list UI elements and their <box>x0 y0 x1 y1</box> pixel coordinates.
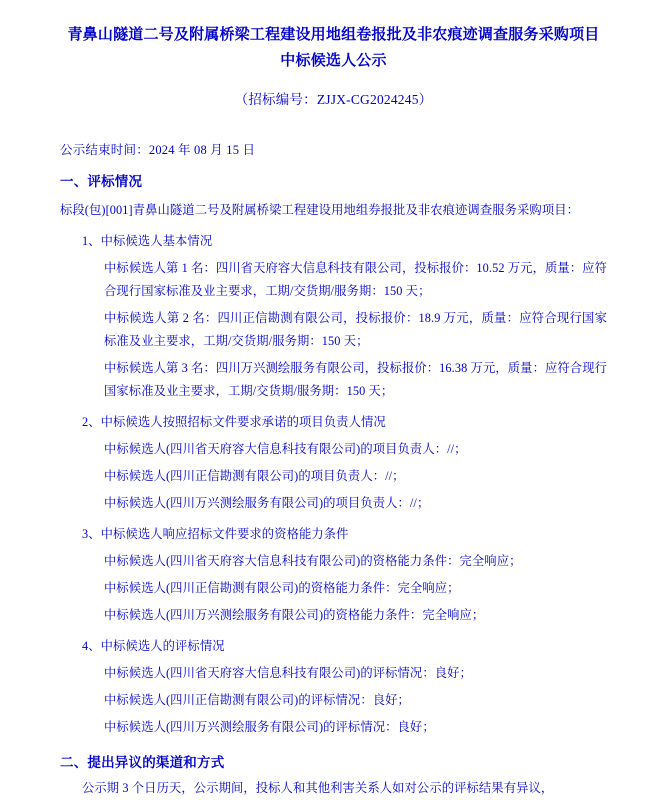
project-manager-3: 中标候选人(四川万兴测绘服务有限公司)的项目负责人：//； <box>104 496 430 510</box>
subsection-heading-basic-info: 1、中标候选人基本情况 <box>82 234 213 248</box>
candidate-3: 中标候选人第 3 名：四川万兴测绘服务有限公司，投标报价：16.38 万元，质量：应符合现行国家标准及业主要求，工期/交货期/服务期：150 天； <box>104 361 607 398</box>
page-title: 青鼻山隧道二号及附属桥梁工程建设用地组卷报批及非农痕迹调查服务采购项目中标候选人公示 <box>67 27 600 69</box>
candidate-1: 中标候选人第 1 名：四川省天府容大信息科技有限公司，投标报价：10.52 万元，质量：应符合现行国家标准及业主要求，工期/交货期/服务期：150 天； <box>104 261 607 298</box>
publish-end-time: 公示结束时间：2024 年 08 月 15 日 <box>60 143 256 157</box>
evaluation-result-3: 中标候选人(四川万兴测绘服务有限公司)的评标情况：良好； <box>104 720 435 734</box>
qualification-3: 中标候选人(四川万兴测绘服务有限公司)的资格能力条件：完全响应； <box>104 608 485 622</box>
lot-description: 标段(包)[001]青鼻山隧道二号及附属桥梁工程建设用地组券报批及非农痕迹调查服务采购项目： <box>60 203 580 217</box>
project-manager-1: 中标候选人(四川省天府容大信息科技有限公司)的项目负责人：//； <box>104 442 467 456</box>
section-heading-objection: 二、提出异议的渠道和方式 <box>60 755 225 770</box>
project-manager-2: 中标候选人(四川正信勘测有限公司)的项目负责人：//； <box>104 469 405 483</box>
objection-paragraph: 公示期 3 个日历天，公示期间，投标人和其他利害关系人如对公示的评标结果有异议， <box>82 781 554 795</box>
subsection-heading-project-manager: 2、中标候选人按照招标文件要求承诺的项目负责人情况 <box>82 415 386 429</box>
candidate-2: 中标候选人第 2 名：四川正信勘测有限公司，投标报价：18.9 万元，质量：应符合现行国家标准及业主要求，工期/交货期/服务期：150 天； <box>104 311 607 348</box>
subsection-heading-evaluation-result: 4、中标候选人的评标情况 <box>82 639 225 653</box>
qualification-1: 中标候选人(四川省天府容大信息科技有限公司)的资格能力条件：完全响应； <box>104 554 522 568</box>
section-heading-evaluation: 一、评标情况 <box>60 174 143 189</box>
qualification-2: 中标候选人(四川正信勘测有限公司)的资格能力条件：完全响应； <box>104 581 460 595</box>
evaluation-result-1: 中标候选人(四川省天府容大信息科技有限公司)的评标情况：良好； <box>104 666 472 680</box>
subsection-heading-qualification: 3、中标候选人响应招标文件要求的资格能力条件 <box>82 527 349 541</box>
evaluation-result-2: 中标候选人(四川正信勘测有限公司)的评标情况：良好； <box>104 693 410 707</box>
bid-number: （招标编号：ZJJX-CG2024245） <box>234 92 433 107</box>
